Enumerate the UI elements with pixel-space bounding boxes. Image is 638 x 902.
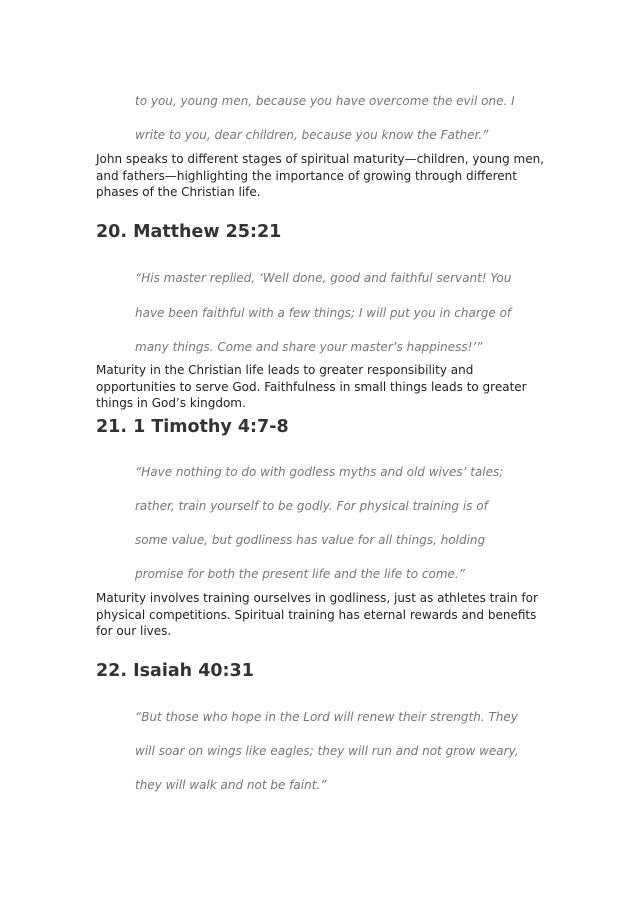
- section-heading: 20. Matthew 25:21: [96, 222, 282, 242]
- quote-line: “Have nothing to do with godless myths and old wives’ tales;: [135, 465, 504, 479]
- section-heading: 21. 1 Timothy 4:7-8: [96, 417, 289, 437]
- quote-line: promise for both the present life and the life to come.”: [135, 567, 465, 581]
- quote-line: rather, train yourself to be godly. For physical training is of: [135, 499, 488, 513]
- quote-line: to you, young men, because you have overcome the evil one. I: [135, 94, 515, 108]
- commentary-paragraph: Maturity involves training ourselves in godliness, just as athletes train for physical competitions. Spiritual training has eternal rewards and benefits for our lives.: [96, 591, 538, 638]
- section-heading: 22. Isaiah 40:31: [96, 661, 254, 681]
- quote-line: some value, but godliness has value for all things, holding: [135, 533, 486, 547]
- quote-line: many things. Come and share your master’s happiness!’”: [135, 340, 483, 354]
- quote-line: will soar on wings like eagles; they will run and not grow weary,: [135, 744, 519, 758]
- quote-line: have been faithful with a few things; I will put you in charge of: [135, 306, 512, 320]
- quote-line: “But those who hope in the Lord will renew their strength. They: [135, 710, 518, 724]
- quote-line: they will walk and not be faint.”: [135, 778, 327, 792]
- quote-line: write to you, dear children, because you know the Father.”: [135, 128, 489, 142]
- commentary-paragraph: John speaks to different stages of spiritual maturity—children, young men, and fathers—highlighting the importance of growing through different phases of the Christian life.: [96, 152, 544, 199]
- quote-line: “His master replied, ‘Well done, good and faithful servant! You: [135, 271, 512, 285]
- commentary-paragraph: Maturity in the Christian life leads to greater responsibility and opportunities to serve God. Faithfulness in small things leads to greater things in God’s kingdom.: [96, 363, 527, 410]
